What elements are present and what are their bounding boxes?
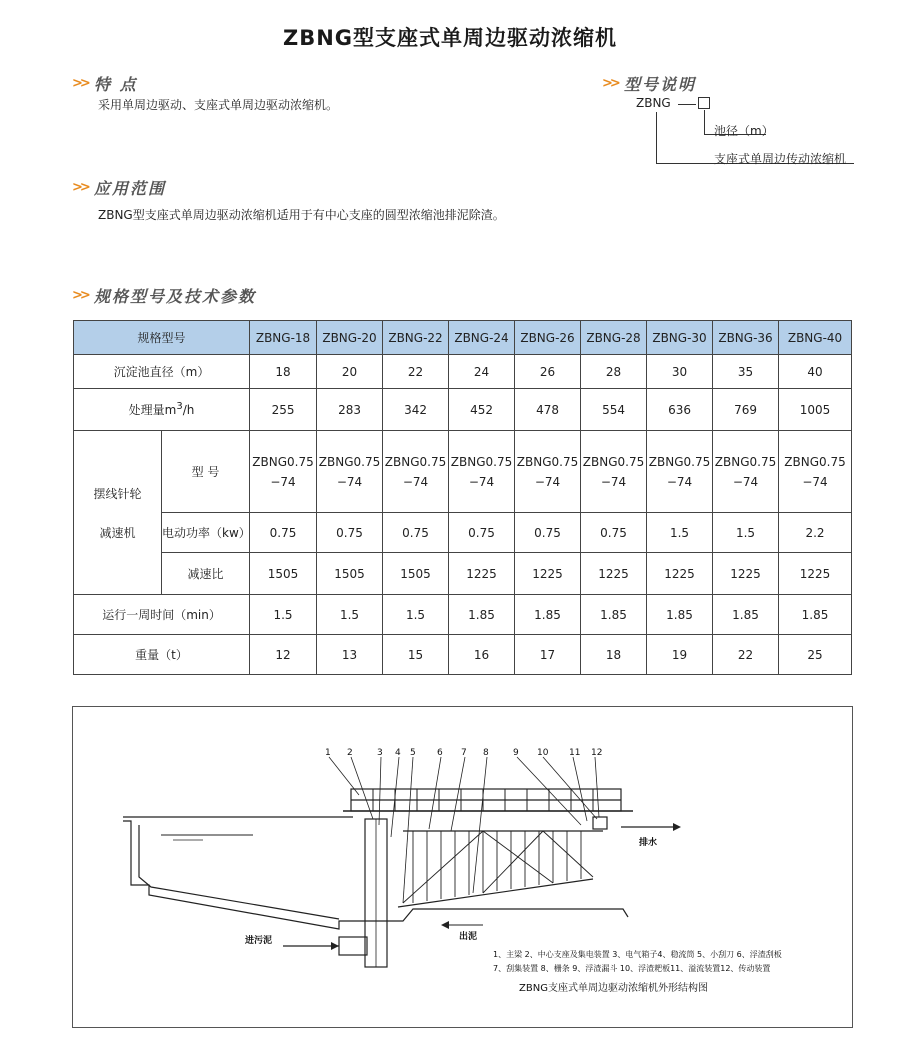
table-cell: 0.75 <box>250 513 317 553</box>
reducer-group-label <box>74 431 162 595</box>
chevron-mark-icon: >> <box>72 76 88 91</box>
table-row <box>74 513 852 553</box>
type-line2: −74 <box>666 474 693 489</box>
application-heading-text: 应用范围 <box>94 179 167 198</box>
chevron-mark-icon: >> <box>72 180 88 195</box>
table-cell: 24 <box>449 355 515 389</box>
tank-wall <box>123 821 628 929</box>
table-cell: 22 <box>713 635 779 675</box>
part-number: 11 <box>569 748 581 758</box>
model-col: ZBNG-36 <box>713 321 779 355</box>
table-cell: 478 <box>515 389 581 431</box>
table-cell <box>317 431 383 513</box>
model-col: ZBNG-20 <box>317 321 383 355</box>
model-code: ZBNG <box>636 96 671 110</box>
outlet-arrow-icon <box>441 921 449 929</box>
table-cell <box>250 431 317 513</box>
table-cell: 1225 <box>779 553 852 595</box>
table-cell: 25 <box>779 635 852 675</box>
part-numbers <box>325 748 602 758</box>
features-heading <box>72 72 138 95</box>
inlet-box <box>339 937 367 955</box>
table-cell: 1225 <box>647 553 713 595</box>
model-col: ZBNG-40 <box>779 321 852 355</box>
table-cell: 1505 <box>383 553 449 595</box>
features-text: 采用单周边驱动、支座式单周边驱动浓缩机。 <box>98 98 339 112</box>
table-cell: 0.75 <box>317 513 383 553</box>
type-line1: ZBNG0.75 <box>648 454 711 469</box>
features-heading-text: 特 点 <box>94 75 138 94</box>
table-row <box>74 389 852 431</box>
application-text: ZBNG型支座式单周边驱动浓缩机适用于有中心支座的圆型浓缩池排泥除渣。 <box>98 208 505 222</box>
capacity-label-tail: /h <box>182 403 195 417</box>
diagram-caption: ZBNG支座式单周边驱动浓缩机外形结构图 <box>519 983 708 994</box>
table-cell: 18 <box>250 355 317 389</box>
row-label-power: 电动功率（kw） <box>162 513 250 553</box>
inlet-arrow-icon <box>331 942 339 950</box>
table-cell: 12 <box>250 635 317 675</box>
table-cell <box>713 431 779 513</box>
table-cell: 13 <box>317 635 383 675</box>
part-number: 5 <box>410 748 416 758</box>
table-cell: 28 <box>581 355 647 389</box>
connector-line <box>656 112 657 163</box>
model-dash <box>678 104 696 105</box>
table-cell <box>383 431 449 513</box>
header-label: 规格型号 <box>74 321 250 355</box>
table-cell: 769 <box>713 389 779 431</box>
page-title: ZBNG型支座式单周边驱动浓缩机 <box>282 26 618 50</box>
type-line2: −74 <box>600 474 627 489</box>
table-cell: 18 <box>581 635 647 675</box>
model-code-diagram <box>636 96 886 176</box>
table-cell: 1005 <box>779 389 852 431</box>
table-row <box>74 595 852 635</box>
row-label-ratio: 减速比 <box>162 553 250 595</box>
discharge-arrow-icon <box>673 823 681 831</box>
table-cell: 2.2 <box>779 513 852 553</box>
type-line2: −74 <box>336 474 363 489</box>
row-label-diameter: 沉淀池直径（m） <box>74 355 250 389</box>
table-cell: 1505 <box>250 553 317 595</box>
row-label-capacity <box>74 389 250 431</box>
part-number: 12 <box>591 748 603 758</box>
table-cell: 1.5 <box>250 595 317 635</box>
model-col: ZBNG-22 <box>383 321 449 355</box>
table-row <box>74 553 852 595</box>
part-number: 1 <box>325 748 331 758</box>
legend-line-2: 7、刮集装置 8、栅条 9、浮渣漏斗 10、浮渣耙板11、溢流装置12、传动装置 <box>493 964 771 973</box>
type-line2: −74 <box>732 474 759 489</box>
table-cell: 1.5 <box>317 595 383 635</box>
capacity-label-sup: 3 <box>176 401 183 412</box>
type-line2: −74 <box>270 474 296 489</box>
drive-unit <box>593 817 607 829</box>
application-heading <box>72 176 166 199</box>
legend-line-1: 1、主梁 2、中心支座及集电装置 3、电气箱子4、稳流筒 5、小刮刀 6、浮渣刮板 <box>493 950 782 959</box>
model-col: ZBNG-18 <box>250 321 317 355</box>
table-cell: 35 <box>713 355 779 389</box>
table-cell: 0.75 <box>581 513 647 553</box>
label-outlet: 出泥 <box>459 932 478 942</box>
table-cell <box>647 431 713 513</box>
table-cell: 1.85 <box>713 595 779 635</box>
table-cell: 1.5 <box>383 595 449 635</box>
table-cell: 342 <box>383 389 449 431</box>
type-line2: −74 <box>468 474 495 489</box>
type-line1: ZBNG0.75 <box>516 454 579 469</box>
leader-lines <box>329 757 599 903</box>
table-cell <box>779 431 852 513</box>
model-note-heading-text: 型号说明 <box>624 75 697 94</box>
model-label-type: 支座式单周边传动浓缩机 <box>714 152 847 166</box>
specs-heading <box>72 284 256 307</box>
table-cell: 1.85 <box>779 595 852 635</box>
type-line1: ZBNG0.75 <box>582 454 645 469</box>
table-cell: 1.85 <box>581 595 647 635</box>
structure-diagram <box>73 707 852 1027</box>
type-line1: ZBNG0.75 <box>318 454 381 469</box>
table-cell: 19 <box>647 635 713 675</box>
table-cell: 636 <box>647 389 713 431</box>
chevron-mark-icon: >> <box>602 76 618 91</box>
table-cell: 20 <box>317 355 383 389</box>
table-cell: 0.75 <box>383 513 449 553</box>
table-cell <box>449 431 515 513</box>
table-cell: 255 <box>250 389 317 431</box>
structure-diagram-frame <box>72 706 853 1028</box>
reducer-group-line1: 摆线针轮 <box>93 486 142 501</box>
row-label-type: 型 号 <box>162 431 250 513</box>
table-cell: 15 <box>383 635 449 675</box>
table-cell: 554 <box>581 389 647 431</box>
table-cell: 1.85 <box>515 595 581 635</box>
type-line1: ZBNG0.75 <box>714 454 777 469</box>
type-line2: −74 <box>402 474 429 489</box>
table-cell: 17 <box>515 635 581 675</box>
type-line1: ZBNG0.75 <box>784 454 846 469</box>
table-cell: 1.85 <box>647 595 713 635</box>
model-col: ZBNG-24 <box>449 321 515 355</box>
part-number: 4 <box>395 748 401 758</box>
table-cell: 1.5 <box>647 513 713 553</box>
row-label-cycle: 运行一周时间（min） <box>74 595 250 635</box>
model-col: ZBNG-26 <box>515 321 581 355</box>
connector-line <box>704 110 705 134</box>
part-number: 6 <box>437 748 443 758</box>
tank-inner-wall <box>139 825 339 919</box>
table-row <box>74 355 852 389</box>
capacity-label-main: 处理量m <box>128 403 177 417</box>
model-col: ZBNG-28 <box>581 321 647 355</box>
table-cell: 1.5 <box>713 513 779 553</box>
table-cell: 1225 <box>449 553 515 595</box>
table-cell: 283 <box>317 389 383 431</box>
table-cell: 452 <box>449 389 515 431</box>
table-cell <box>515 431 581 513</box>
row-label-weight: 重量（t） <box>74 635 250 675</box>
model-col: ZBNG-30 <box>647 321 713 355</box>
table-cell: 1505 <box>317 553 383 595</box>
part-number: 8 <box>483 748 489 758</box>
table-cell: 1.85 <box>449 595 515 635</box>
type-line1: ZBNG0.75 <box>252 454 314 469</box>
table-cell: 0.75 <box>449 513 515 553</box>
table-header-row <box>74 321 852 355</box>
type-line1: ZBNG0.75 <box>450 454 513 469</box>
type-line1: ZBNG0.75 <box>384 454 447 469</box>
reducer-group-line2: 减速机 <box>99 525 136 540</box>
table-cell: 1225 <box>581 553 647 595</box>
label-inlet: 进污泥 <box>245 936 273 946</box>
table-row <box>74 431 852 513</box>
label-discharge: 排水 <box>639 838 658 848</box>
part-number: 7 <box>461 748 467 758</box>
table-cell <box>581 431 647 513</box>
part-number: 3 <box>377 748 383 758</box>
table-cell: 26 <box>515 355 581 389</box>
table-cell: 40 <box>779 355 852 389</box>
type-line2: −74 <box>534 474 561 489</box>
specs-heading-text: 规格型号及技术参数 <box>94 287 257 306</box>
type-line2: −74 <box>802 474 828 489</box>
part-number: 2 <box>347 748 353 758</box>
table-cell: 30 <box>647 355 713 389</box>
table-cell: 16 <box>449 635 515 675</box>
table-cell: 0.75 <box>515 513 581 553</box>
model-label-diameter: 池径（m） <box>714 124 774 138</box>
table-cell: 22 <box>383 355 449 389</box>
table-row <box>74 635 852 675</box>
part-number: 10 <box>537 748 549 758</box>
model-placeholder-box <box>698 97 710 109</box>
part-number: 9 <box>513 748 519 758</box>
table-cell: 1225 <box>713 553 779 595</box>
spec-table <box>73 320 852 675</box>
table-cell: 1225 <box>515 553 581 595</box>
model-note-heading <box>602 72 696 95</box>
chevron-mark-icon: >> <box>72 288 88 303</box>
